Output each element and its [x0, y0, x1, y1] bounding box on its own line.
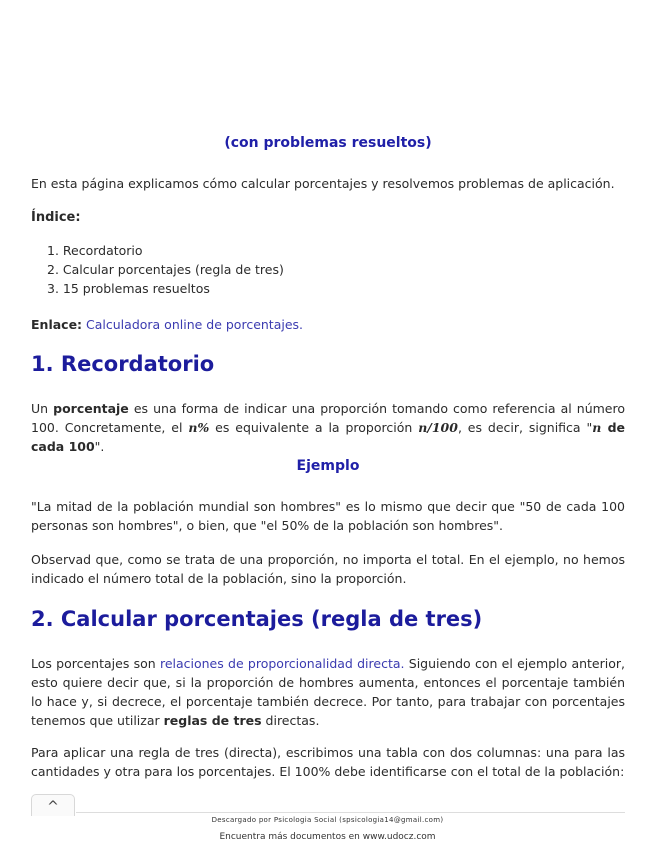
section2-paragraph2: Para aplicar una regla de tres (directa), escribimos una tabla con dos columnas: una para las cantidades y otra para los porcentajes. El 100% debe identificarse con el total de la población:: [31, 745, 625, 779]
text-span: Siguiendo con el ejemplo anterior, esto quiere decir que, si la proporción de hombres aumenta, entonces el porcentaje también lo hace y, si decrece, el porcentaje también decrece. Por tanto, para trabajar con porcentajes tenemos que utilizar: [31, 656, 625, 728]
index-label: Índice:: [31, 210, 81, 225]
text-span: directas.: [261, 713, 320, 728]
proportionality-link[interactable]: relaciones de proporcionalidad directa.: [159, 656, 405, 671]
document-subtitle: (con problemas resueltos): [224, 135, 432, 151]
toc-item-problemas[interactable]: 3. 15 problemas resueltos: [47, 281, 210, 296]
table-of-contents: [47, 241, 284, 298]
chevron-up-icon: ^: [47, 799, 59, 815]
math-n-over-100: n/100: [418, 420, 458, 435]
text-span: es una forma de indicar una proporción tomando como referencia al número 100. Concretamente, el: [31, 401, 626, 435]
term-de-cada-100: de cada 100: [31, 420, 626, 454]
link-line: [31, 315, 625, 334]
section2-paragraph1: [31, 654, 625, 730]
footer-divider: [76, 812, 625, 813]
intro-paragraph: En esta página explicamos cómo calcular porcentajes y resolvemos problemas de aplicación.: [31, 176, 615, 191]
section1-paragraph3: Observad que, como se trata de una proporción, no importa el total. En el ejemplo, no hemos indicado el número total de la población, sino la proporción.: [31, 552, 625, 586]
section1-paragraph1: [31, 399, 625, 456]
text-span: Un: [31, 401, 54, 416]
toc-item-recordatorio[interactable]: 1. Recordatorio: [47, 243, 143, 258]
download-notice: Descargado por Psicologia Social (spsicologia14@gmail.com): [211, 816, 444, 824]
section1-paragraph2: "La mitad de la población mundial son hombres" es lo mismo que decir que "50 de cada 100 personas son hombres", o bien, que "el 50% de la población son hombres".: [31, 499, 625, 533]
term-porcentaje: porcentaje: [53, 401, 129, 416]
section2-heading: 2. Calcular porcentajes (regla de tres): [31, 607, 483, 631]
source-notice: Encuentra más documentos en www.udocz.com: [219, 832, 436, 842]
text-span: ".: [94, 439, 105, 454]
example-heading: Ejemplo: [296, 458, 360, 474]
term-reglas-de-tres: reglas de tres: [163, 713, 262, 728]
section1-heading: 1. Recordatorio: [31, 352, 215, 376]
scroll-up-button[interactable]: [31, 794, 75, 816]
toc-item-calcular[interactable]: 2. Calcular porcentajes (regla de tres): [47, 262, 284, 277]
text-span: , es decir, significa ": [457, 420, 593, 435]
text-span: es equivalente a la proporción: [209, 420, 419, 435]
math-n-percent: n%: [188, 420, 210, 435]
calculator-link[interactable]: Calculadora online de porcentajes.: [86, 317, 304, 332]
link-label: Enlace:: [31, 317, 83, 332]
text-span: Los porcentajes son: [31, 656, 160, 671]
math-n: n: [592, 420, 602, 435]
